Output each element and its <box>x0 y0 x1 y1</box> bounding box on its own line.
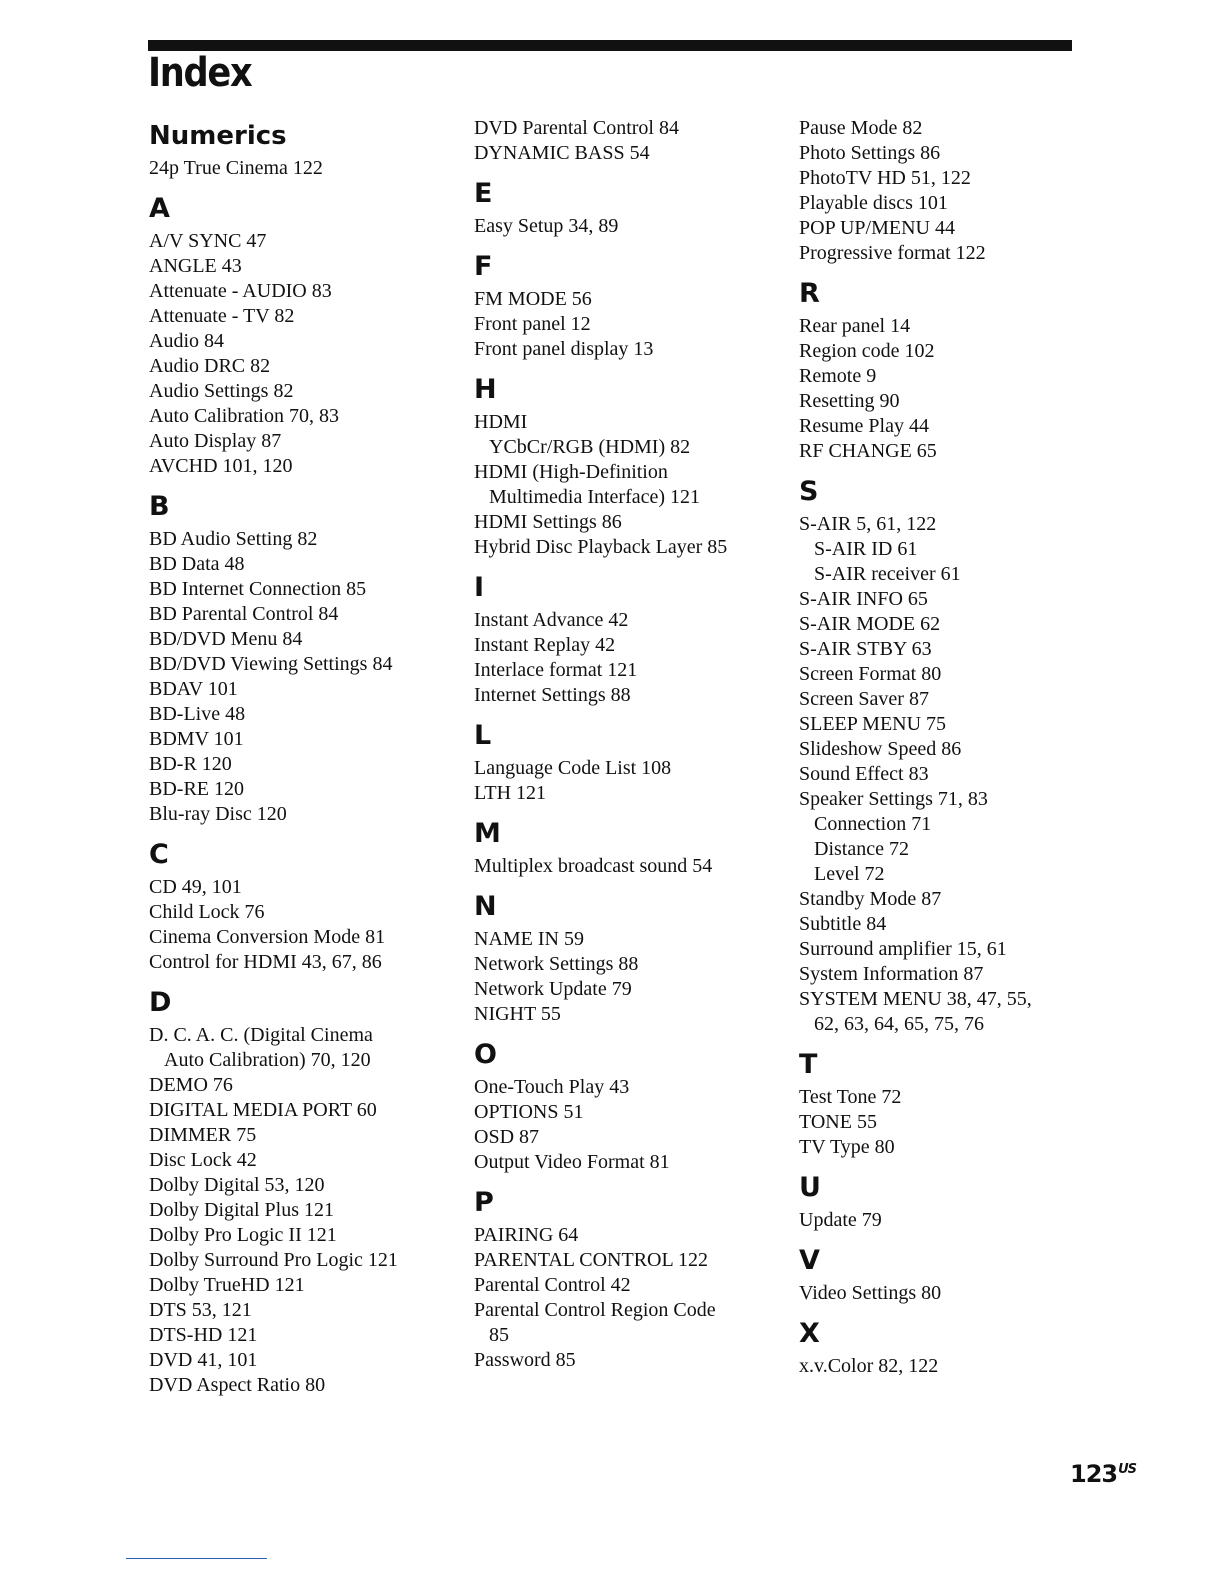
index-entry: Resetting 90 <box>799 390 900 412</box>
index-column-1 <box>149 116 449 1398</box>
index-entry: RF CHANGE 65 <box>799 440 937 462</box>
section-heading-u: U <box>799 1172 821 1203</box>
section-heading-a: A <box>149 193 170 224</box>
section-heading-m: M <box>474 818 501 849</box>
index-entry: Test Tone 72 <box>799 1086 902 1108</box>
index-entry: BD/DVD Viewing Settings 84 <box>149 653 393 675</box>
index-entry: S-AIR INFO 65 <box>799 588 928 610</box>
index-entry: DTS 53, 121 <box>149 1299 252 1321</box>
index-entry: Language Code List 108 <box>474 757 672 779</box>
section-heading-n: N <box>474 891 497 922</box>
index-entry: Child Lock 76 <box>149 901 265 923</box>
bottom-line <box>126 1558 267 1559</box>
index-entry-speaker-settings: Speaker Settings 71, 83 <box>799 788 988 810</box>
section-heading-l: L <box>474 720 492 751</box>
index-entry: DVD Aspect Ratio 80 <box>149 1374 326 1396</box>
page-number <box>1070 1460 1136 1488</box>
section-s-sair-subentries <box>799 537 1099 587</box>
index-entry: CD 49, 101 <box>149 876 242 898</box>
index-entry: Region code 102 <box>799 340 935 362</box>
section-heading-b: B <box>149 491 170 522</box>
index-entry: S-AIR MODE 62 <box>799 613 941 635</box>
index-entry: x.v.Color 82, 122 <box>799 1355 939 1377</box>
section-heading-t: T <box>799 1049 818 1080</box>
section-m-entries <box>474 854 784 879</box>
index-entry: DYNAMIC BASS 54 <box>474 142 650 164</box>
index-entry: 24p True Cinema 122 <box>149 157 323 179</box>
index-entry: Network Update 79 <box>474 978 632 1000</box>
index-entry: Screen Format 80 <box>799 663 942 685</box>
index-entry: System Information 87 <box>799 963 984 985</box>
index-entry-hdmi-high-definition <box>474 460 784 510</box>
index-entry: Remote 9 <box>799 365 877 387</box>
section-i-entries <box>474 608 784 708</box>
index-entry: Slideshow Speed 86 <box>799 738 962 760</box>
index-entry-parental-control-region-code <box>474 1298 784 1348</box>
index-entry-system-menu-line2: 62, 63, 64, 65, 75, 76 <box>814 1013 984 1035</box>
section-l-entries <box>474 756 784 806</box>
section-s-entries-a <box>799 587 1099 787</box>
index-entry: DIMMER 75 <box>149 1124 257 1146</box>
index-entry-hdmi-hd-line2: Multimedia Interface) 121 <box>489 486 701 508</box>
index-entry: DIGITAL MEDIA PORT 60 <box>149 1099 377 1121</box>
index-entry-system-menu <box>799 987 1099 1037</box>
index-entry: Network Settings 88 <box>474 953 639 975</box>
index-entry: Disc Lock 42 <box>149 1149 257 1171</box>
section-v-entries <box>799 1281 1099 1306</box>
index-entry: Dolby Digital 53, 120 <box>149 1174 325 1196</box>
section-d-entries <box>149 1073 449 1398</box>
index-entry: Instant Advance 42 <box>474 609 629 631</box>
index-entry: Progressive format 122 <box>799 242 986 264</box>
index-entry: A/V SYNC 47 <box>149 230 267 252</box>
index-entry: SLEEP MENU 75 <box>799 713 947 735</box>
index-entry: Attenuate - TV 82 <box>149 305 295 327</box>
index-entry: Surround amplifier 15, 61 <box>799 938 1007 960</box>
section-numerics-entries <box>149 156 449 181</box>
index-subentry: S-AIR receiver 61 <box>814 563 961 585</box>
index-entry: LTH 121 <box>474 782 547 804</box>
top-rule <box>148 40 1072 51</box>
index-entry: BD-Live 48 <box>149 703 246 725</box>
index-entry-hdmi: HDMI <box>474 411 528 433</box>
index-entry: Easy Setup 34, 89 <box>474 215 619 237</box>
index-entry: Sound Effect 83 <box>799 763 929 785</box>
index-entry-sair: S-AIR 5, 61, 122 <box>799 513 937 535</box>
index-entry: BD Internet Connection 85 <box>149 578 367 600</box>
index-entry: Auto Display 87 <box>149 430 282 452</box>
index-entry: Screen Saver 87 <box>799 688 929 710</box>
index-entry: PAIRING 64 <box>474 1224 579 1246</box>
page-number-value: 123 <box>1070 1460 1118 1488</box>
section-heading-p: P <box>474 1187 494 1218</box>
index-entry-dcac-line2: Auto Calibration) 70, 120 <box>164 1049 371 1071</box>
index-subentry: Distance 72 <box>814 838 909 860</box>
section-heading-r: R <box>799 278 820 309</box>
index-entry: DVD Parental Control 84 <box>474 117 679 139</box>
index-entry: BD/DVD Menu 84 <box>149 628 303 650</box>
index-entry: Dolby Digital Plus 121 <box>149 1199 335 1221</box>
index-entry: DVD 41, 101 <box>149 1349 258 1371</box>
index-entry: Output Video Format 81 <box>474 1151 670 1173</box>
index-subentry: Level 72 <box>814 863 885 885</box>
section-p-continued-entries <box>799 116 1099 266</box>
index-entry: Subtitle 84 <box>799 913 887 935</box>
index-entry-pcrc-line2: 85 <box>489 1324 509 1346</box>
index-entry: Attenuate - AUDIO 83 <box>149 280 332 302</box>
index-entry: Parental Control 42 <box>474 1274 631 1296</box>
section-heading-f: F <box>474 251 493 282</box>
index-entry: Auto Calibration 70, 83 <box>149 405 339 427</box>
index-entry: AVCHD 101, 120 <box>149 455 293 477</box>
index-entry: PARENTAL CONTROL 122 <box>474 1249 708 1271</box>
index-entry: OPTIONS 51 <box>474 1101 584 1123</box>
section-f-entries <box>474 287 784 362</box>
index-entry: FM MODE 56 <box>474 288 592 310</box>
section-heading-s: S <box>799 476 819 507</box>
section-heading-h: H <box>474 374 497 405</box>
section-s-speaker-subentries <box>799 812 1099 887</box>
index-entry-dcac <box>149 1023 449 1073</box>
index-entry: Standby Mode 87 <box>799 888 942 910</box>
section-c-entries <box>149 875 449 975</box>
index-entry: Control for HDMI 43, 67, 86 <box>149 951 382 973</box>
index-subentry-ycbcr: YCbCr/RGB (HDMI) 82 <box>489 436 691 458</box>
index-entry-system-menu-line1: SYSTEM MENU 38, 47, 55, <box>799 988 1032 1010</box>
index-column-3 <box>799 116 1099 1379</box>
index-entry: HDMI Settings 86 <box>474 511 622 533</box>
index-entry: Photo Settings 86 <box>799 142 941 164</box>
section-heading-c: C <box>149 839 169 870</box>
index-entry: Rear panel 14 <box>799 315 911 337</box>
index-entry-dcac-line1: D. C. A. C. (Digital Cinema <box>149 1024 373 1046</box>
section-d-continued-entries <box>474 116 784 166</box>
section-heading-x: X <box>799 1318 820 1349</box>
section-b-entries <box>149 527 449 827</box>
index-entry: Dolby TrueHD 121 <box>149 1274 305 1296</box>
section-o-entries <box>474 1075 784 1175</box>
section-heading-d: D <box>149 987 172 1018</box>
index-column-2 <box>474 116 784 1373</box>
section-x-entries <box>799 1354 1099 1379</box>
index-entry: One-Touch Play 43 <box>474 1076 630 1098</box>
section-r-entries <box>799 314 1099 464</box>
section-h-entries <box>474 510 784 560</box>
section-n-entries <box>474 927 784 1027</box>
index-entry: Internet Settings 88 <box>474 684 631 706</box>
index-entry: DTS-HD 121 <box>149 1324 258 1346</box>
index-entry: BDMV 101 <box>149 728 244 750</box>
index-entry-hdmi-hd-line1: HDMI (High-Definition <box>474 461 668 483</box>
index-entry: Resume Play 44 <box>799 415 929 437</box>
index-entry: ANGLE 43 <box>149 255 242 277</box>
index-entry: BD-RE 120 <box>149 778 244 800</box>
section-u-entries <box>799 1208 1099 1233</box>
index-entry-pcrc-line1: Parental Control Region Code <box>474 1299 716 1321</box>
index-entry-password: Password 85 <box>474 1349 576 1371</box>
index-entry: PhotoTV HD 51, 122 <box>799 167 971 189</box>
section-heading-e: E <box>474 178 493 209</box>
index-entry: Audio DRC 82 <box>149 355 271 377</box>
section-a-entries <box>149 229 449 479</box>
section-heading-numerics: Numerics <box>149 121 287 151</box>
section-heading-v: V <box>799 1245 820 1276</box>
index-entry: TONE 55 <box>799 1111 877 1133</box>
index-entry: Blu-ray Disc 120 <box>149 803 287 825</box>
page-title: Index <box>148 50 252 96</box>
index-entry: BD Data 48 <box>149 553 245 575</box>
index-entry: Hybrid Disc Playback Layer 85 <box>474 536 728 558</box>
index-entry: S-AIR STBY 63 <box>799 638 932 660</box>
index-entry: OSD 87 <box>474 1126 540 1148</box>
index-entry: Instant Replay 42 <box>474 634 616 656</box>
index-entry: Dolby Surround Pro Logic 121 <box>149 1249 398 1271</box>
index-entry: BD Audio Setting 82 <box>149 528 318 550</box>
index-entry: Front panel display 13 <box>474 338 654 360</box>
index-subentry: S-AIR ID 61 <box>814 538 918 560</box>
index-entry: BD-R 120 <box>149 753 232 775</box>
index-entry: BDAV 101 <box>149 678 238 700</box>
section-s-entries-b <box>799 887 1099 987</box>
index-entry: Video Settings 80 <box>799 1282 942 1304</box>
section-t-entries <box>799 1085 1099 1160</box>
index-entry: POP UP/MENU 44 <box>799 217 955 239</box>
section-heading-o: O <box>474 1039 497 1070</box>
section-e-entries <box>474 214 784 239</box>
index-entry: Multiplex broadcast sound 54 <box>474 855 713 877</box>
index-entry: Front panel 12 <box>474 313 591 335</box>
index-entry: Audio Settings 82 <box>149 380 294 402</box>
index-entry: Audio 84 <box>149 330 224 352</box>
index-entry: Pause Mode 82 <box>799 117 923 139</box>
index-entry: Update 79 <box>799 1209 882 1231</box>
index-entry: Dolby Pro Logic II 121 <box>149 1224 337 1246</box>
index-subentry: Connection 71 <box>814 813 932 835</box>
section-p-entries <box>474 1223 784 1298</box>
page-number-suffix: US <box>1118 1462 1137 1477</box>
section-heading-i: I <box>474 572 485 603</box>
index-entry: TV Type 80 <box>799 1136 895 1158</box>
index-entry: BD Parental Control 84 <box>149 603 339 625</box>
index-entry: NIGHT 55 <box>474 1003 561 1025</box>
index-entry: Playable discs 101 <box>799 192 948 214</box>
index-entry: DEMO 76 <box>149 1074 233 1096</box>
index-entry: Interlace format 121 <box>474 659 638 681</box>
index-entry: NAME IN 59 <box>474 928 584 950</box>
index-entry: Cinema Conversion Mode 81 <box>149 926 386 948</box>
